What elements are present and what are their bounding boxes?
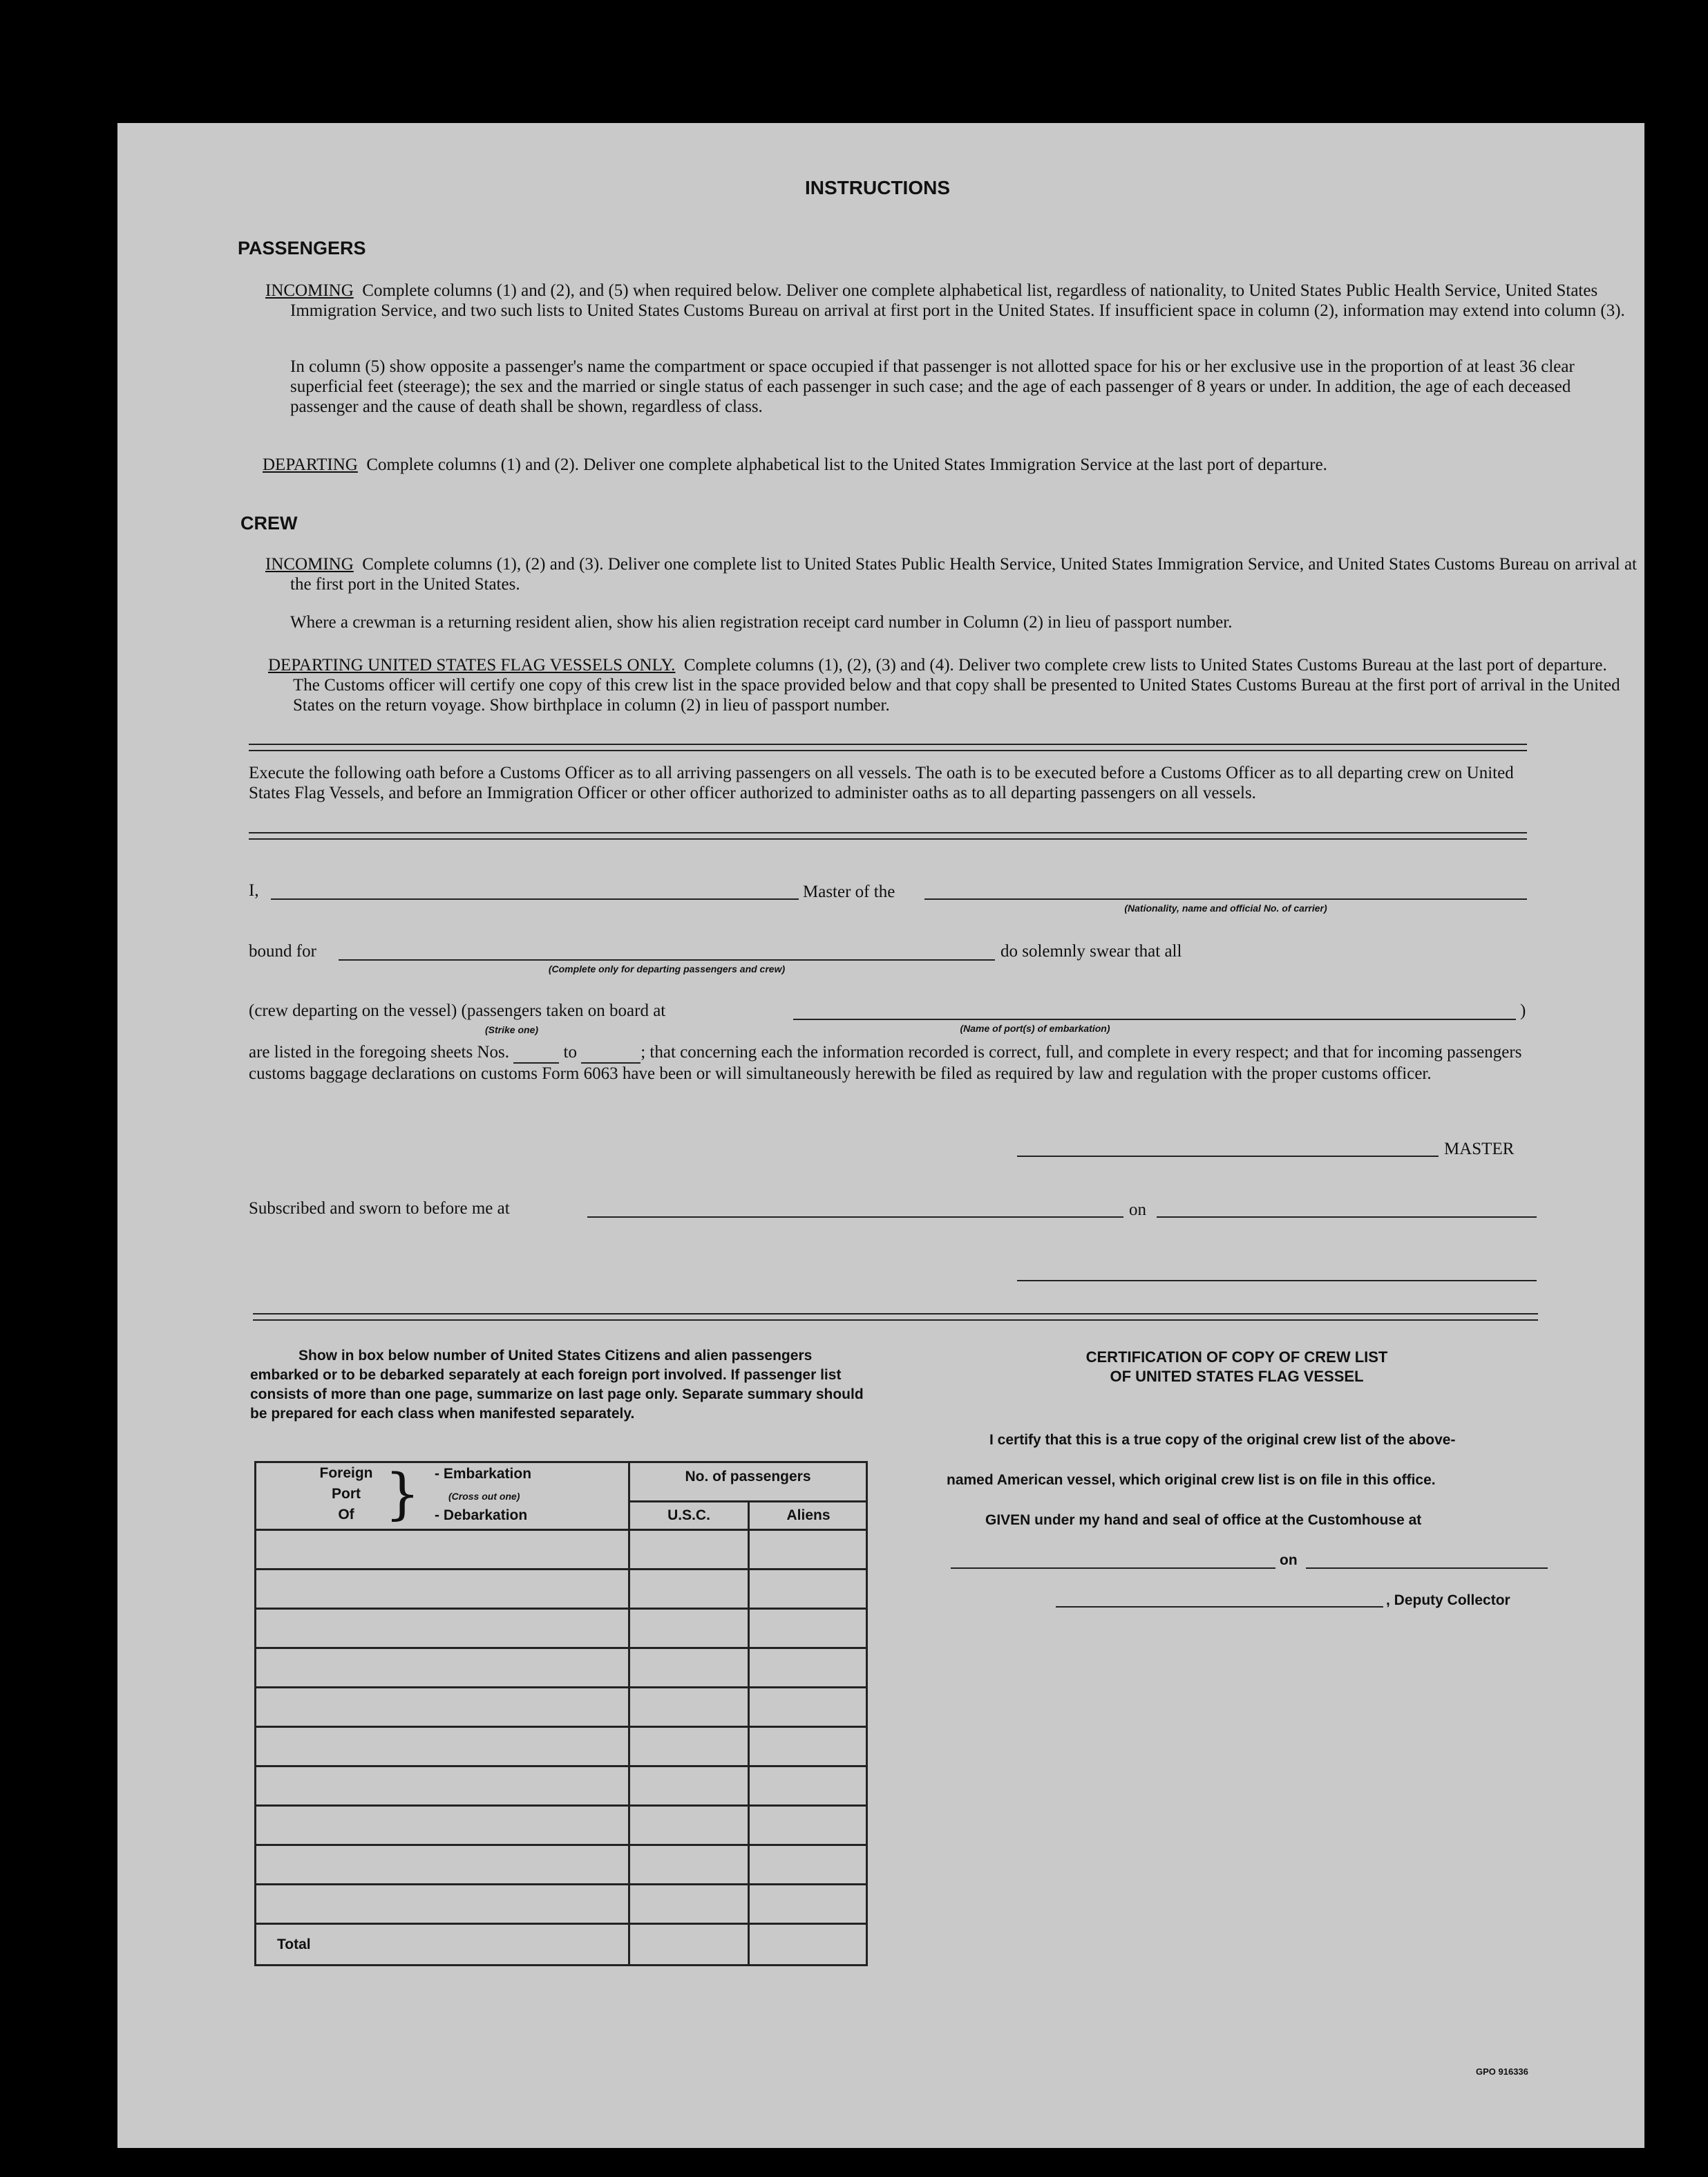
port-cell[interactable] [256,1806,629,1845]
passengers-incoming-label: INCOMING [265,281,354,300]
passengers-header-cell [629,1462,867,1530]
port-cell[interactable] [256,1727,629,1766]
divider [253,1313,1538,1321]
aliens-cell[interactable] [749,1806,867,1845]
aliens-cell[interactable] [749,1570,867,1609]
usc-cell[interactable] [629,1609,749,1648]
certification-title [933,1348,1541,1386]
foreign-label: Foreign [319,1465,373,1481]
table-row [256,1688,867,1727]
passengers-departing-label: DEPARTING [263,455,358,474]
aliens-cell[interactable] [749,1530,867,1570]
total-label: Total [256,1924,629,1966]
master-name-field[interactable] [271,898,799,900]
passengers-departing [263,455,1642,475]
passenger-summary-table [254,1461,868,1966]
certification-title-line1: CERTIFICATION OF COPY OF CREW LIST [1085,1348,1388,1366]
crew-incoming-text: Complete columns (1), (2) and (3). Deliver one complete list to United States Public Health Service, United States Immigration Service, and United States Customs Bureau on arrival at the first port in the United States. [290,555,1637,594]
nationality-caption: (Nationality, name and official No. of carrier) [1124,903,1327,914]
crew-incoming [265,554,1638,594]
passengers-departing-text: Complete columns (1) and (2). Deliver one complete alphabetical list to the United States Immigration Service at the last port of departure. [366,455,1327,474]
aliens-cell[interactable] [749,1688,867,1727]
table-row [256,1570,867,1609]
aliens-cell[interactable] [749,1727,867,1766]
port-cell[interactable] [256,1845,629,1885]
certification-on-label: on [1280,1552,1298,1568]
certification-date-field[interactable] [1306,1567,1548,1569]
table-row [256,1648,867,1688]
embarkation-port-field[interactable] [793,1019,1516,1020]
gpo-code: GPO 916336 [1476,2066,1528,2077]
crew-heading: CREW [240,513,298,534]
usc-cell[interactable] [629,1530,749,1570]
cross-out-label: (Cross out one) [448,1491,520,1502]
port-cell[interactable] [256,1530,629,1570]
aliens-label: Aliens [786,1507,831,1523]
listed-label: are listed in the foregoing sheets Nos. [249,1043,509,1062]
usc-cell[interactable] [629,1648,749,1688]
port-header-cell [256,1462,629,1530]
listed-to-label: to [563,1043,577,1062]
customhouse-field[interactable] [951,1567,1275,1569]
foreign-port-of [312,1463,381,1525]
master-signature-field[interactable] [1017,1156,1439,1157]
passengers-column5: In column (5) show opposite a passenger's name the compartment or space occupied if that passenger is not allotted space for his or her exclusive use in the proportion of at least 36 clear superficial feet (steerage); the sex and the married or single status of each passenger in such case; and the age of each passenger of 8 years or under. In addition, the age of each deceased passenger and the cause of death shall be shown, regardless of class. [290,357,1575,416]
form-page [117,123,1644,2148]
listed-filed: filed as required by law and regulation with the proper customs officer. [940,1064,1432,1083]
divider [249,832,1527,840]
sworn-place-field[interactable] [587,1216,1123,1218]
crew-departing-text: Complete columns (1), (2), (3) and (4). Deliver two complete crew lists to United States Customs Bureau at the last port of departure. The Customs officer will certify one copy of this crew list in the space provided below and that copy shall be presented to United States Customs Bureau at the first port of arrival in the United States on the return voyage. Show birthplace in column (2) in lieu of passport number. [293,656,1620,715]
bound-for-label: bound for [249,942,316,961]
embarkation-label: - Embarkation [435,1466,532,1482]
table-row [256,1530,867,1570]
destination-field[interactable] [339,959,995,961]
sworn-on-label: on [1129,1200,1146,1219]
port-label: Port [332,1486,361,1502]
aliens-cell[interactable] [749,1766,867,1806]
total-row [256,1924,867,1966]
subscribed-label: Subscribed and sworn to before me at [249,1199,510,1218]
usc-cell[interactable] [629,1806,749,1845]
table-row [256,1609,867,1648]
master-of-the-label: Master of the [803,883,895,901]
usc-total-cell[interactable] [629,1924,749,1966]
certification-line3: GIVEN under my hand and seal of office at the Customhouse at [985,1512,1422,1528]
port-cell[interactable] [256,1885,629,1924]
crew-departing-label: DEPARTING UNITED STATES FLAG VESSELS ONLY. [268,656,676,675]
of-label: Of [338,1507,354,1523]
crew-resident: Where a crewman is a returning resident alien, show his alien registration receipt card number in Column (2) in lieu of passport number. [290,613,1233,632]
officer-signature-field[interactable] [1017,1280,1537,1281]
crew-passengers-label: (crew departing on the vessel) (passengers taken on board at [249,1001,666,1020]
usc-cell[interactable] [629,1727,749,1766]
certification-title-line2: OF UNITED STATES FLAG VESSEL [1110,1368,1364,1385]
port-caption: (Name of port(s) of embarkation) [960,1023,1110,1034]
table-row [256,1845,867,1885]
sheet-to-field[interactable] [581,1042,640,1064]
crew-departing [268,655,1638,715]
divider [249,744,1527,751]
listed-respect: respect; and that for incoming passengers customs baggage declarations on customs Form 6063 have been or will simultaneously herewith be [249,1043,1522,1083]
certification-line2: named American vessel, which original crew list is on file in this office. [947,1472,1436,1488]
table-row [256,1727,867,1766]
master-label: MASTER [1444,1140,1515,1158]
oath-body [249,1042,1534,1084]
oath-intro: Execute the following oath before a Customs Officer as to all arriving passengers on all vessels. The oath is to be executed before a Customs Officer as to all departing crew on United States Flag Vessels, and before an Immigration Officer or other officer authorized to administer oaths as to all departing passengers on all vessels. [249,764,1514,802]
oath-i-label: I, [249,881,259,900]
debarkation-label: - Debarkation [435,1507,528,1523]
usc-cell[interactable] [629,1766,749,1806]
port-cell[interactable] [256,1648,629,1688]
listed-correct: ; that concerning each the information recorded is correct, full, and complete in every [640,1043,1231,1062]
sworn-date-field[interactable] [1157,1216,1537,1218]
carrier-field[interactable] [924,898,1527,900]
strike-one-caption: (Strike one) [485,1024,539,1035]
usc-cell[interactable] [629,1845,749,1885]
table-row [256,1885,867,1924]
aliens-cell[interactable] [749,1885,867,1924]
table-row [256,1766,867,1806]
usc-label: U.S.C. [667,1507,710,1523]
passengers-heading: PASSENGERS [238,238,366,258]
port-cell[interactable] [256,1766,629,1806]
port-cell[interactable] [256,1688,629,1727]
port-cell[interactable] [256,1570,629,1609]
aliens-cell[interactable] [749,1845,867,1885]
brace-icon: } [385,1462,420,1526]
deputy-signature-field[interactable] [1056,1606,1383,1608]
bound-caption: (Complete only for departing passengers and crew) [548,963,786,974]
passengers-incoming [265,281,1638,321]
solemnly-swear: do solemnly swear that all [1000,942,1182,961]
aliens-cell[interactable] [749,1609,867,1648]
certification-line1: I certify that this is a true copy of the original crew list of the above- [989,1432,1456,1448]
passengers-incoming-text: Complete columns (1) and (2), and (5) when required below. Deliver one complete alphabetical list, regardless of nationality, to United States Public Health Service, United States Immigration Service, and two such lists to United States Customs Bureau on arrival at first port in the United States. If insufficient space in column (2), information may extend into column (3). [290,281,1625,320]
table-row [256,1806,867,1845]
summary-instructions: Show in box below number of United States Citizens and alien passengers embarked or to be debarked separately at each foreign port involved. If passenger list consists of more than one page, summarize on last page only. Separate summary should be prepared for each class when manifested separately. [250,1348,864,1422]
usc-cell[interactable] [629,1885,749,1924]
usc-cell[interactable] [629,1688,749,1727]
port-cell[interactable] [256,1609,629,1648]
usc-cell[interactable] [629,1570,749,1609]
deputy-collector-label: , Deputy Collector [1386,1592,1510,1608]
close-paren: ) [1520,1001,1526,1020]
aliens-total-cell[interactable] [749,1924,867,1966]
aliens-cell[interactable] [749,1648,867,1688]
no-passengers-label: No. of passengers [685,1469,811,1485]
sheet-from-field[interactable] [513,1042,559,1064]
page-title: INSTRUCTIONS [805,177,950,198]
crew-incoming-label: INCOMING [265,555,354,574]
